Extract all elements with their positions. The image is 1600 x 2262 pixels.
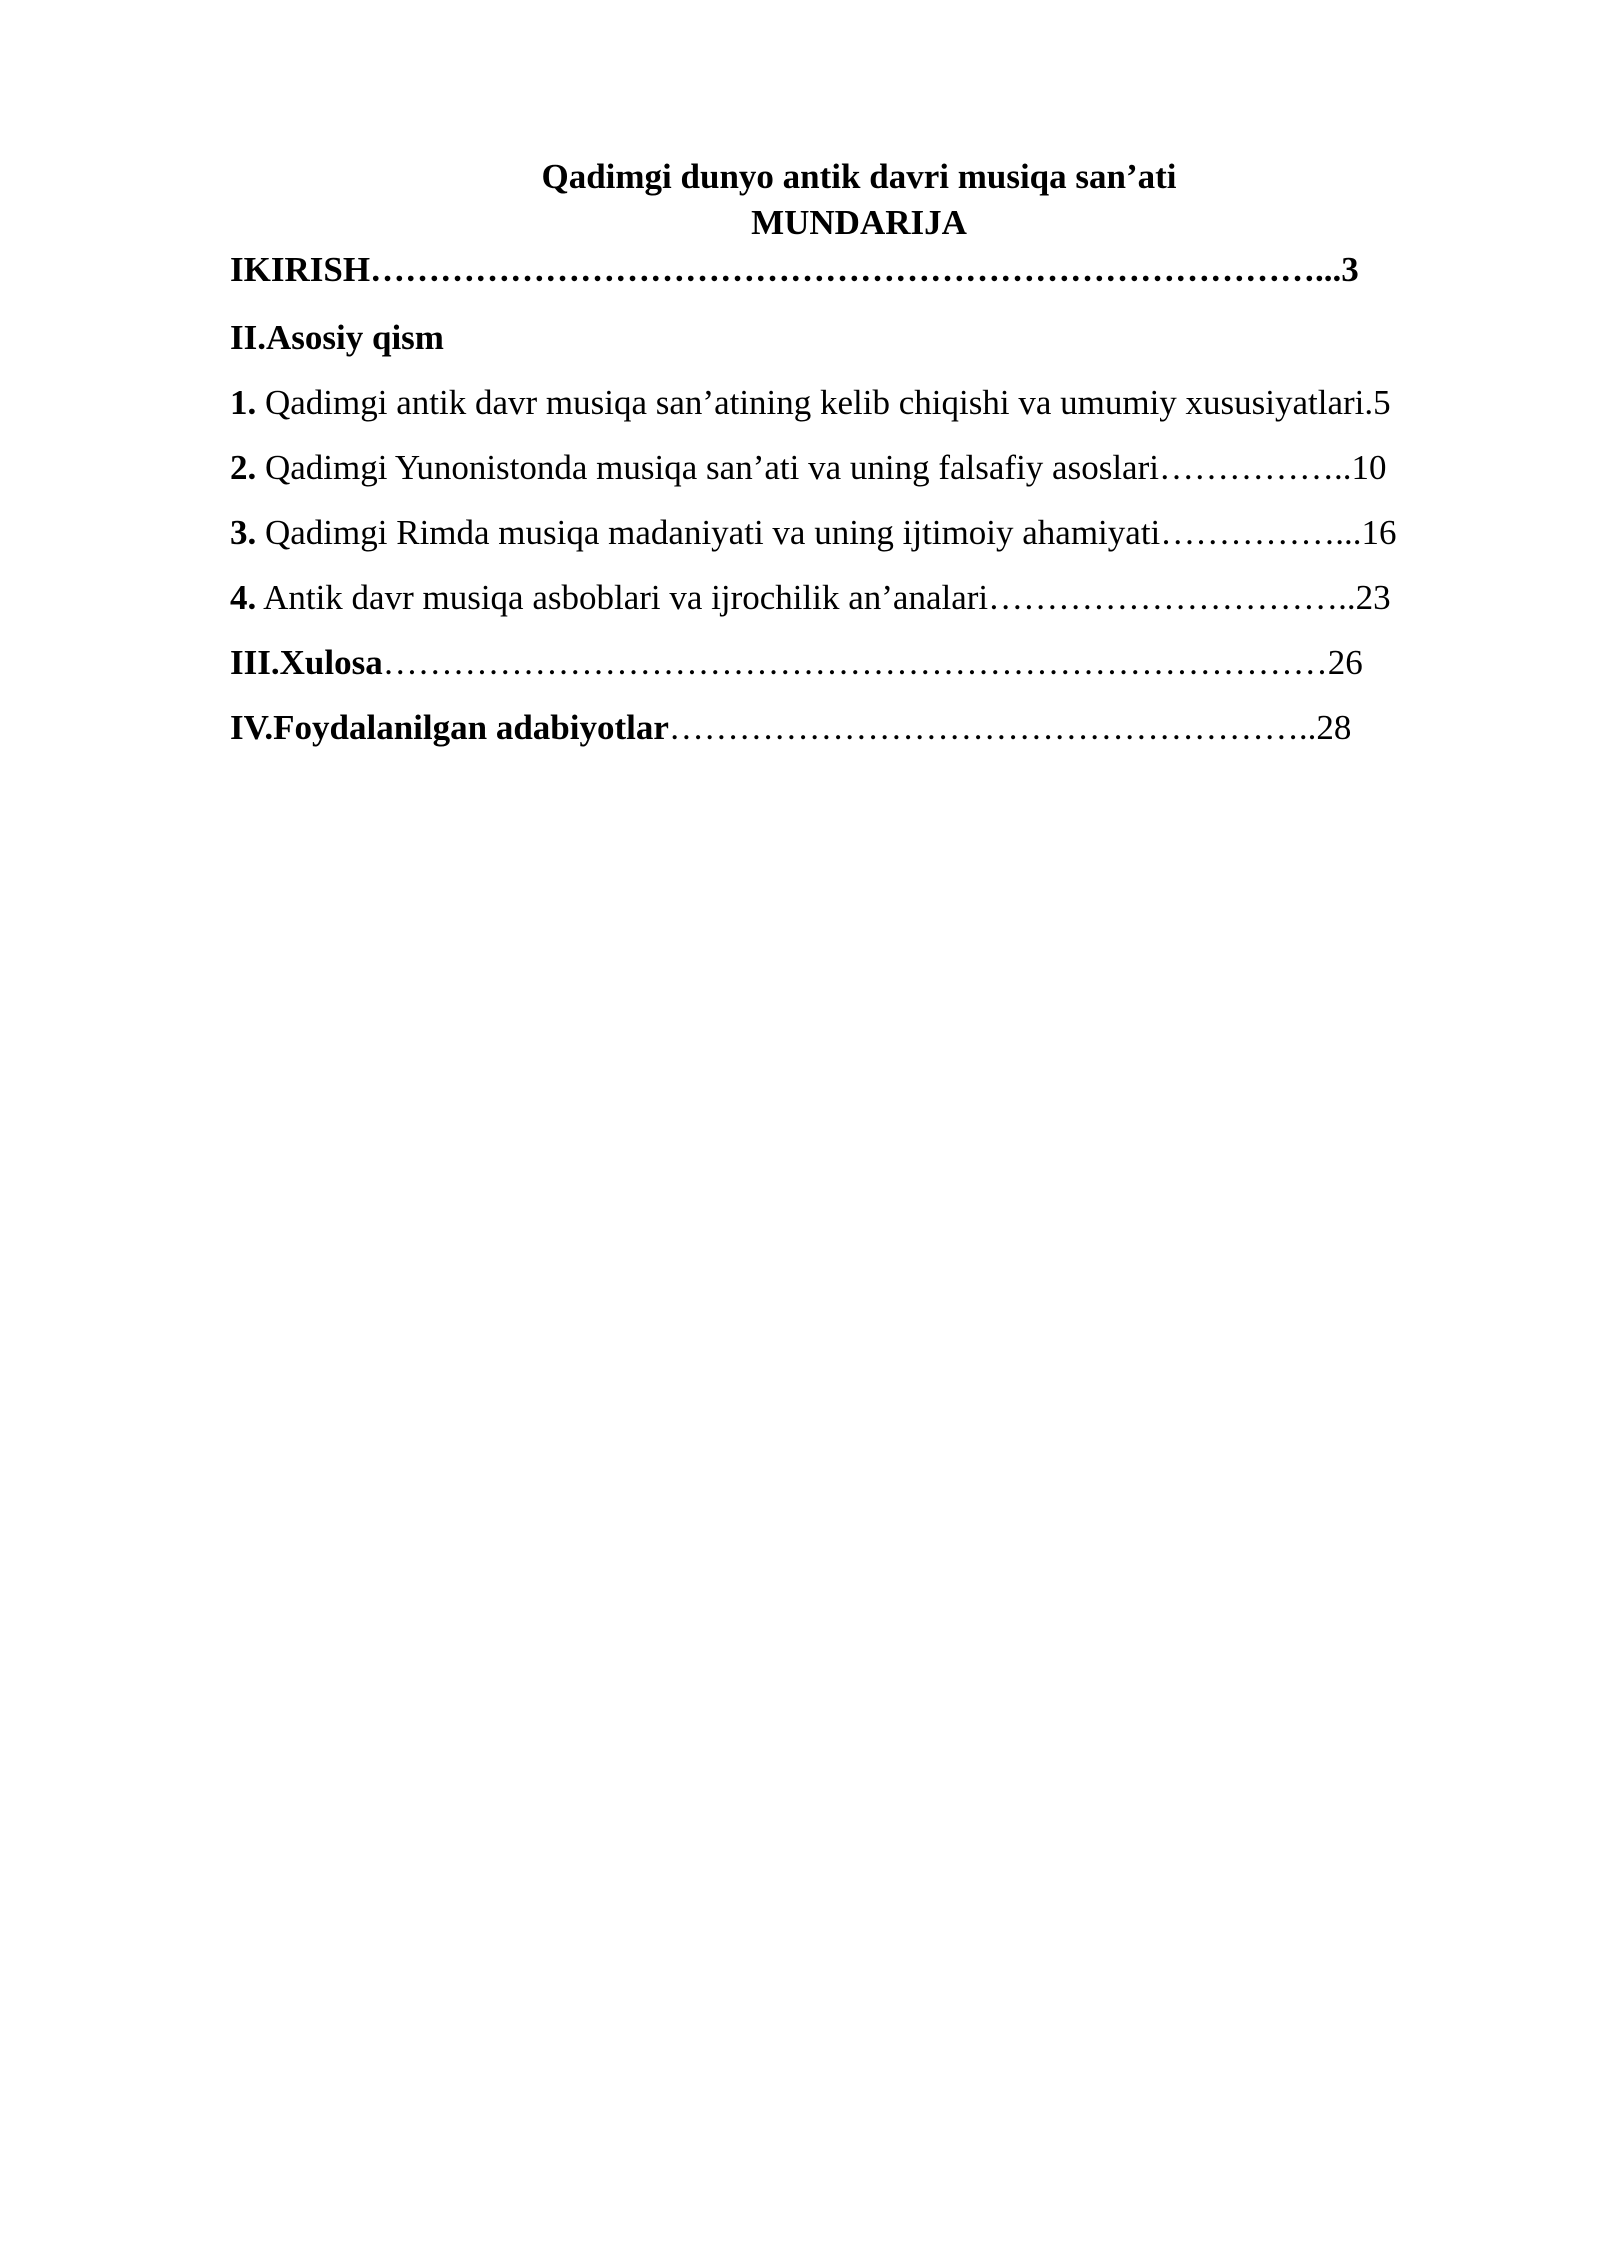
toc-entry-text: Antik davr musiqa asboblari va ijrochilik an’analari…………………………..23: [256, 578, 1391, 617]
toc-entry-leader: ………………………………………………………………………26: [382, 643, 1363, 682]
toc-entry-text: Qadimgi Yunonistonda musiqa san’ati va uning falsafiy asoslari……………..10: [256, 448, 1387, 487]
toc-entry-text: Qadimgi Rimda musiqa madaniyati va uning ijtimoiy ahamiyati……………...16: [256, 513, 1397, 552]
document-title: Qadimgi dunyo antik davri musiqa san’ati: [541, 157, 1177, 196]
toc-entry-label: III.Xulosa: [230, 643, 383, 682]
toc-entry-number: 4.: [230, 578, 257, 617]
toc-heading: MUNDARIJA: [751, 203, 967, 242]
toc-entry-2: [230, 445, 1386, 491]
toc-entry-leader: ………………………………………………..28: [668, 708, 1352, 747]
toc-entry-4: [230, 575, 1391, 621]
toc-entry-number: 3.: [230, 513, 257, 552]
toc-entry-3: [230, 510, 1397, 556]
toc-section-main-part: II.Asosiy qism: [230, 318, 444, 357]
toc-entry-number: 2.: [230, 448, 257, 487]
toc-entry-references: [230, 705, 1351, 751]
toc-entry-label: IV.Foydalanilgan adabiyotlar: [230, 708, 669, 747]
toc-entry-intro: IKIRISH………………………………………………………………………...3: [230, 250, 1359, 289]
toc-entry-text: Qadimgi antik davr musiqa san’atining kelib chiqishi va umumiy xususiyatlari.5: [256, 383, 1391, 422]
toc-entry-1: [230, 380, 1391, 426]
toc-entry-conclusion: [230, 640, 1363, 686]
toc-entry-number: 1.: [230, 383, 257, 422]
